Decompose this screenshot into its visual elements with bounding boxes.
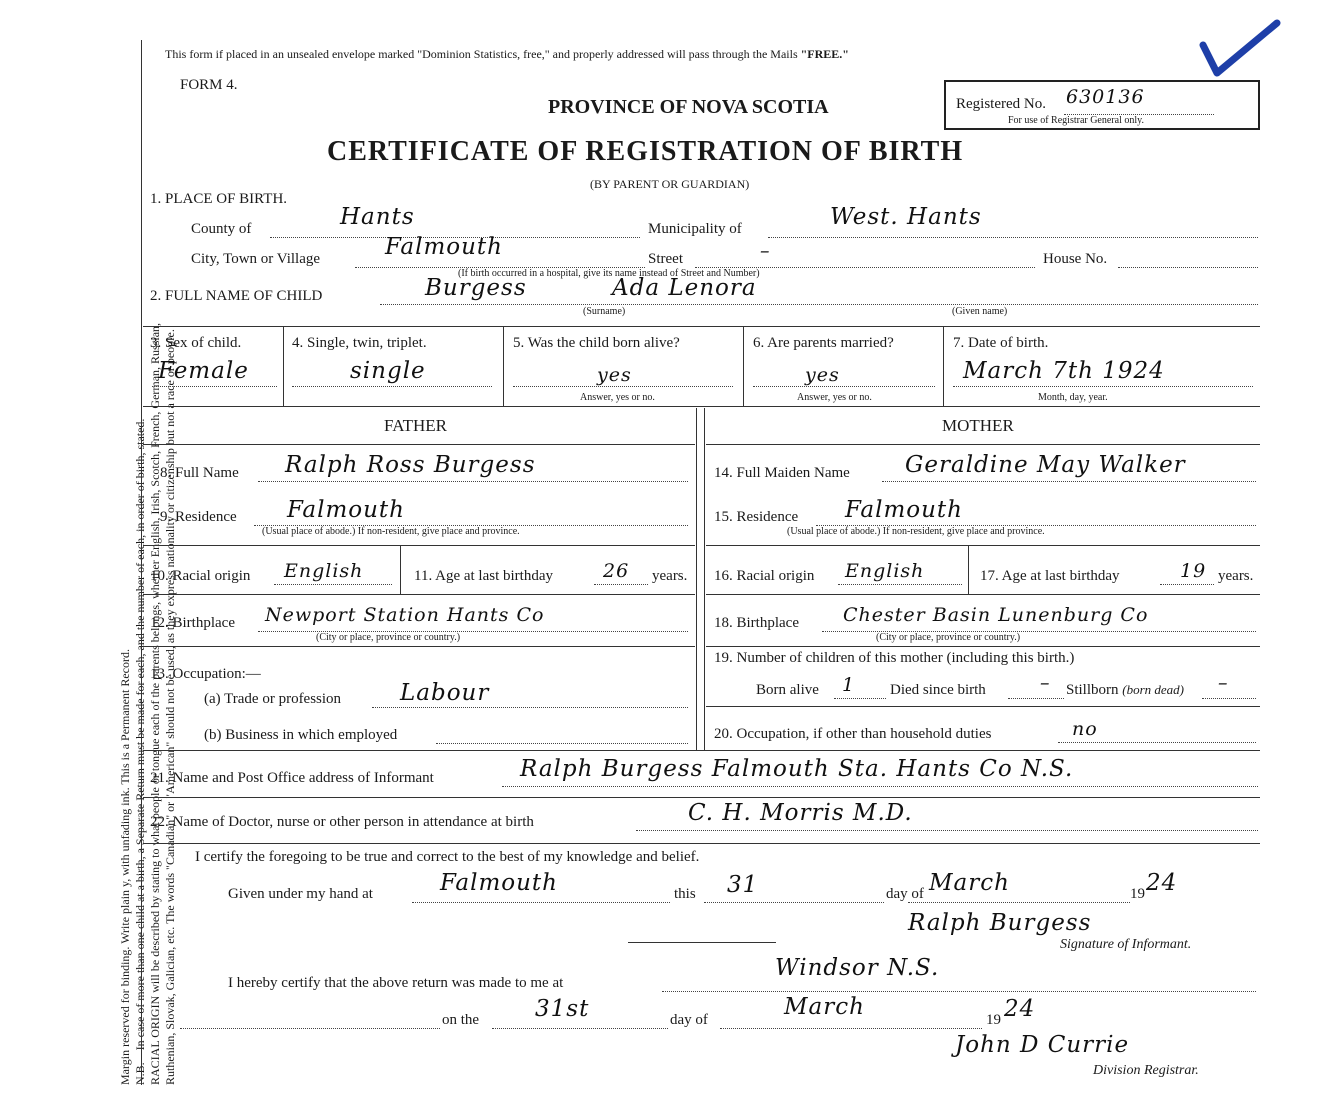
father-birthplace-note: (City or place, province or country.) <box>316 632 461 643</box>
sex-label: 3. Sex of child. <box>150 335 242 351</box>
registrar-signature: John D Currie <box>955 1032 1130 1058</box>
born-alive-count-label: Born alive <box>756 682 819 698</box>
margin-note-racial-origin-cont: Ruthenian, Slovak, Galician, etc. The words "Canadian" or "American" should not be used, as they express nationality or citizenship but not a race or people. <box>163 329 177 1085</box>
margin-note-binding: Margin reserved for binding. Write plain y, with unfading ink. This is a Permanent Record. <box>118 649 132 1085</box>
mother-age-label: 17. Age at last birthday <box>980 568 1120 584</box>
place-of-birth-heading: 1. PLACE OF BIRTH. <box>150 191 288 207</box>
municipality-value: West. Hants <box>830 204 982 230</box>
certification-day-value: 31 <box>727 872 759 898</box>
surname-note: (Surname) <box>583 306 626 317</box>
married-label: 6. Are parents married? <box>753 335 894 351</box>
hospital-note: (If birth occurred in a hospital, give its name instead of Street and Number) <box>458 268 760 279</box>
mother-racial-value: English <box>845 560 925 582</box>
stillborn-label: Stillborn (born dead) <box>1066 682 1185 698</box>
child-given-name: Ada Lenora <box>612 275 757 301</box>
father-birthplace-label: 12. Birthplace <box>150 615 235 631</box>
children-count-label: 19. Number of children of this mother (including this birth.) <box>714 650 1075 666</box>
margin-rule <box>141 40 142 1085</box>
born-alive-value: yes <box>597 364 632 386</box>
mother-birthplace-value: Chester Basin Lunenburg Co <box>843 604 1149 626</box>
father-name-value: Ralph Ross Burgess <box>285 452 536 478</box>
certification-statement: I certify the foregoing to be true and correct to the best of my knowledge and belief. <box>195 849 700 865</box>
informant-signature-label: Signature of Informant. <box>1060 937 1192 952</box>
registered-number: 630136 <box>1066 86 1145 108</box>
married-value: yes <box>805 364 840 386</box>
certification-month-value: March <box>929 870 1010 896</box>
mother-occupation-value: no <box>1072 718 1098 740</box>
certification-day-of-label: day of <box>886 886 924 902</box>
form-number: FORM 4. <box>180 77 238 93</box>
mother-name-value: Geraldine May Walker <box>905 452 1186 478</box>
mother-birthplace-label: 18. Birthplace <box>714 615 799 631</box>
province-heading: PROVINCE OF NOVA SCOTIA <box>548 96 829 118</box>
certification-year-value: 24 <box>1146 870 1178 896</box>
certificate-subtitle: (BY PARENT OR GUARDIAN) <box>590 177 750 191</box>
informant-value: Ralph Burgess Falmouth Sta. Hants Co N.S. <box>520 756 1074 782</box>
given-name-note: (Given name) <box>952 306 1008 317</box>
given-under-hand-label: Given under my hand at <box>228 886 373 902</box>
registrar-year-prefix: 19 <box>986 1012 1001 1028</box>
certification-year-prefix: 19 <box>1130 886 1145 902</box>
check-mark-icon <box>1195 15 1285 80</box>
doctor-value: C. H. Morris M.D. <box>688 800 913 826</box>
registrar-on-the-label: on the <box>442 1012 480 1028</box>
dob-note: Month, day, year. <box>1038 392 1108 403</box>
married-note: Answer, yes or no. <box>797 392 872 403</box>
mother-birthplace-note: (City or place, province or country.) <box>876 632 1021 643</box>
registrar-signature-label: Division Registrar. <box>1093 1063 1199 1078</box>
business-label: (b) Business in which employed <box>204 727 398 743</box>
sex-value: Female <box>158 358 249 384</box>
registrar-month-value: March <box>784 994 865 1020</box>
occupation-heading: 13. Occupation:— <box>150 666 261 682</box>
registered-box <box>944 80 1260 130</box>
father-racial-label: 10. Racial origin <box>150 568 251 584</box>
born-alive-label: 5. Was the child born alive? <box>513 335 680 351</box>
father-residence-label: 9. Residence <box>160 509 237 525</box>
mother-occupation-label: 20. Occupation, if other than household duties <box>714 726 992 742</box>
child-name-label: 2. FULL NAME OF CHILD <box>150 288 323 304</box>
registrar-year-value: 24 <box>1004 996 1036 1022</box>
dob-value: March 7th 1924 <box>963 358 1165 384</box>
born-alive-count-value: 1 <box>842 674 856 696</box>
mother-heading: MOTHER <box>942 416 1014 435</box>
mother-residence-label: 15. Residence <box>714 509 799 525</box>
trade-label: (a) Trade or profession <box>204 691 342 707</box>
trade-value: Labour <box>400 680 490 706</box>
registered-note: For use of Registrar General only. <box>1008 115 1144 126</box>
registrar-statement: I hereby certify that the above return was made to me at <box>228 975 564 991</box>
mother-residence-note: (Usual place of abode.) If non-resident, give place and province. <box>787 526 1045 537</box>
municipality-label: Municipality of <box>648 221 742 237</box>
mother-age-unit: years. <box>1218 568 1254 584</box>
mother-name-label: 14. Full Maiden Name <box>714 465 850 481</box>
margin-note-racial-origin: RACIAL ORIGIN will be described by stating to what people or tongue each of the parents belongs, whether English, Irish, Scotch, French, German, Russian, <box>148 322 162 1085</box>
stillborn-value: – <box>1218 672 1229 694</box>
house-label: House No. <box>1043 251 1108 267</box>
this-label: this <box>674 886 696 902</box>
plurality-label: 4. Single, twin, triplet. <box>292 335 427 351</box>
father-heading: FATHER <box>384 416 447 435</box>
city-label: City, Town or Village <box>191 251 321 267</box>
died-since-birth-value: – <box>1040 672 1051 694</box>
doctor-label: 22. Name of Doctor, nurse or other person in attendance at birth <box>150 814 534 830</box>
father-name-label: 8. Full Name <box>160 465 239 481</box>
mother-racial-label: 16. Racial origin <box>714 568 815 584</box>
father-age-value: 26 <box>603 560 630 582</box>
mother-age-value: 19 <box>1180 560 1207 582</box>
top-notice: This form if placed in an unsealed envelope marked "Dominion Statistics, free," and properly addressed will pass through the Mails "FREE." <box>165 47 849 61</box>
father-residence-note: (Usual place of abode.) If non-resident, give place and province. <box>262 526 520 537</box>
informant-label: 21. Name and Post Office address of Informant <box>150 770 434 786</box>
county-label: County of <box>191 221 252 237</box>
father-birthplace-value: Newport Station Hants Co <box>265 604 545 626</box>
informant-signature: Ralph Burgess <box>908 910 1092 936</box>
father-age-unit: years. <box>652 568 688 584</box>
child-surname: Burgess <box>425 275 527 301</box>
father-residence-value: Falmouth <box>287 497 405 523</box>
margin-note-multiple-births: N.B.—In case of more than one child at a birth, a Separate Return must be made for each, and the number of each, in order of birth, stated. <box>133 418 147 1085</box>
registrar-day-of-label: day of <box>670 1012 708 1028</box>
county-value: Hants <box>340 204 415 230</box>
street-label: Street <box>648 251 683 267</box>
mother-residence-value: Falmouth <box>845 497 963 523</box>
street-value: – <box>760 240 771 262</box>
registered-label: Registered No. <box>956 96 1046 112</box>
dob-label: 7. Date of birth. <box>953 335 1049 351</box>
registrar-place-value: Windsor N.S. <box>775 955 940 981</box>
father-racial-value: English <box>284 560 364 582</box>
city-value: Falmouth <box>385 234 503 260</box>
certificate-title: CERTIFICATE OF REGISTRATION OF BIRTH <box>327 136 964 167</box>
plurality-value: single <box>350 358 426 384</box>
father-age-label: 11. Age at last birthday <box>414 568 553 584</box>
died-since-birth-label: Died since birth <box>890 682 986 698</box>
born-alive-note: Answer, yes or no. <box>580 392 655 403</box>
registrar-day-value: 31st <box>535 996 590 1022</box>
given-place-value: Falmouth <box>440 870 558 896</box>
